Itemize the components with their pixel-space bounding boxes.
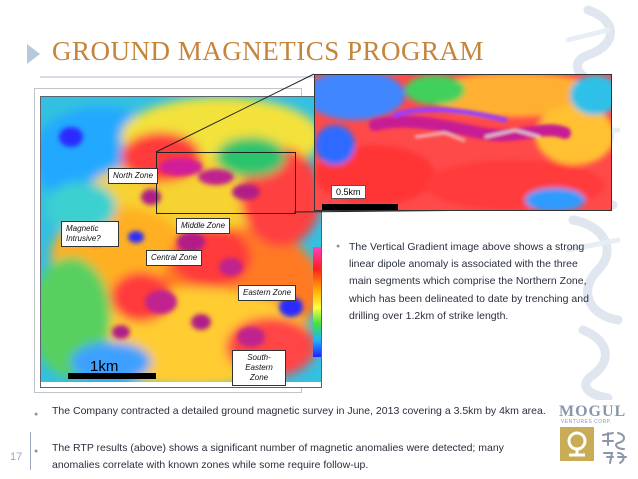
zone-label-magnetic-intrusive: Magnetic Intrusive? (61, 221, 119, 247)
page-title: GROUND MAGNETICS PROGRAM (52, 36, 485, 66)
calligraphy-seal-icon (598, 427, 632, 469)
zone-label-middle: Middle Zone (176, 218, 230, 234)
title-arrow-icon (27, 44, 40, 64)
zone-label-eastern: Eastern Zone (238, 285, 296, 301)
company-logo-icon (560, 427, 594, 461)
map-scale-label: 1km (90, 358, 119, 375)
bullet-icon: ● (34, 411, 39, 418)
inset-scale-bar (322, 204, 398, 210)
logo-name: MOGUL (559, 403, 627, 420)
zone-label-south-eastern: South-Eastern Zone (232, 350, 286, 386)
inset-scale-label: 0.5km (331, 185, 366, 199)
bullet-text-survey: The Company contracted a detailed ground magnetic survey in June, 2013 covering a 3.5km by 4km area. (52, 405, 546, 417)
zone-label-north: North Zone (108, 168, 158, 184)
logo-subtitle: VENTURES CORP. (561, 419, 612, 425)
zoom-area-box (156, 152, 296, 214)
bullet-icon: ● (34, 448, 39, 455)
page-number: 17 (10, 451, 23, 463)
bullet-text-results: The RTP results (above) shows a significant number of magnetic anomalies were detected; many anomalies correlate with known zones while some require follow-up. (52, 442, 504, 471)
inset-description: The Vertical Gradient image above shows a strong linear dipole anomaly is associated with the three main segments which comprise the Northern Zone, which has been delineated to date by trenching and drilling over 1.2km of strike length. (349, 241, 589, 322)
page-number-divider (30, 432, 31, 470)
bullet-icon: ● (336, 243, 341, 250)
zone-label-central: Central Zone (146, 250, 202, 266)
